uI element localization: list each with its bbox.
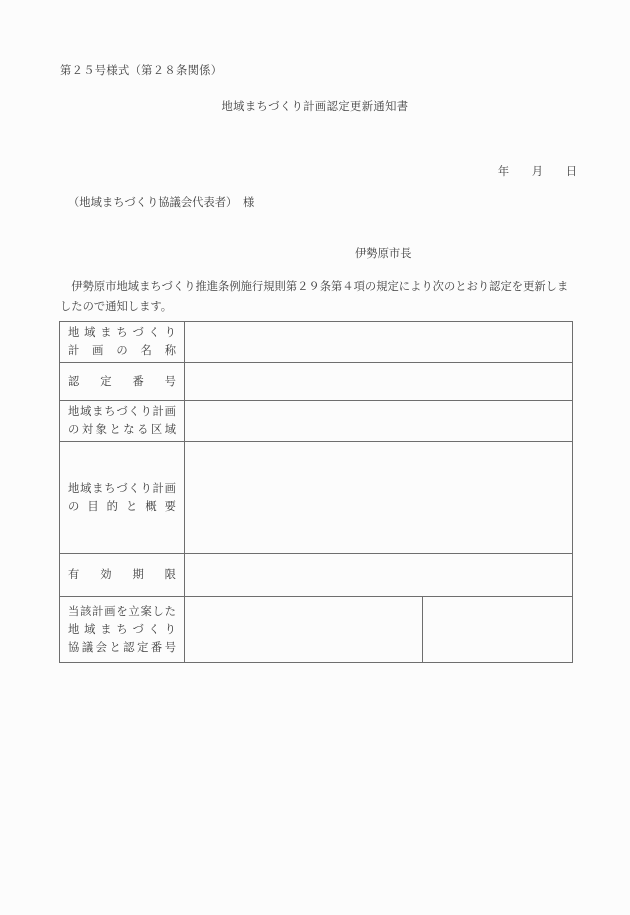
- label-line: の 目 的 と 概 要: [68, 500, 176, 513]
- label-line: 地 域 ま ち づ く り 計 画: [68, 482, 176, 495]
- label-plan-name: [60, 322, 184, 362]
- label-target-area: [60, 400, 184, 441]
- label-line: 地 域 ま ち づ く り: [68, 623, 176, 636]
- form-number: 第２５号様式（第２８条関係）: [60, 65, 223, 77]
- label-certification-number: [60, 362, 184, 400]
- label-line: 協 議 会 と 認 定 番 号: [68, 641, 176, 654]
- label-line: 計 画 の 名 称: [68, 345, 176, 357]
- label-line: 当 該 計 画 を 立 案 し た: [68, 605, 176, 618]
- addressee-line: （地域まちづくり協議会代表者） 様: [68, 197, 255, 209]
- value-council-certification-number: [422, 596, 572, 662]
- label-line: 地 域 ま ち づ く り 計 画: [68, 406, 176, 418]
- value-purpose-summary: [184, 441, 572, 553]
- label-line: の 対 象 と な る 区 域: [68, 424, 176, 436]
- value-validity-period: [184, 553, 572, 596]
- document-title: 地域まちづくり計画認定更新通知書: [221, 101, 409, 113]
- label-line: 認 定 番 号: [68, 375, 176, 388]
- label-line: 地 域 ま ち づ く り: [68, 327, 176, 339]
- value-certification-number: [184, 362, 572, 400]
- value-drafting-council: [184, 596, 422, 662]
- label-line: 有 効 期 限: [68, 569, 176, 581]
- body-paragraph: 伊勢原市地域まちづくり推進条例施行規則第２９条第４項の規定により次のとおり認定を更新しましたので通知します。: [60, 281, 569, 313]
- sender-name: 伊勢原市長: [355, 248, 412, 260]
- value-target-area: [184, 400, 572, 441]
- date-line: 年 月 日: [497, 166, 577, 178]
- form-table: [59, 321, 573, 663]
- label-purpose-summary: [60, 441, 184, 553]
- value-plan-name: [184, 322, 572, 362]
- label-drafting-council: [60, 596, 184, 662]
- label-validity-period: [60, 553, 184, 596]
